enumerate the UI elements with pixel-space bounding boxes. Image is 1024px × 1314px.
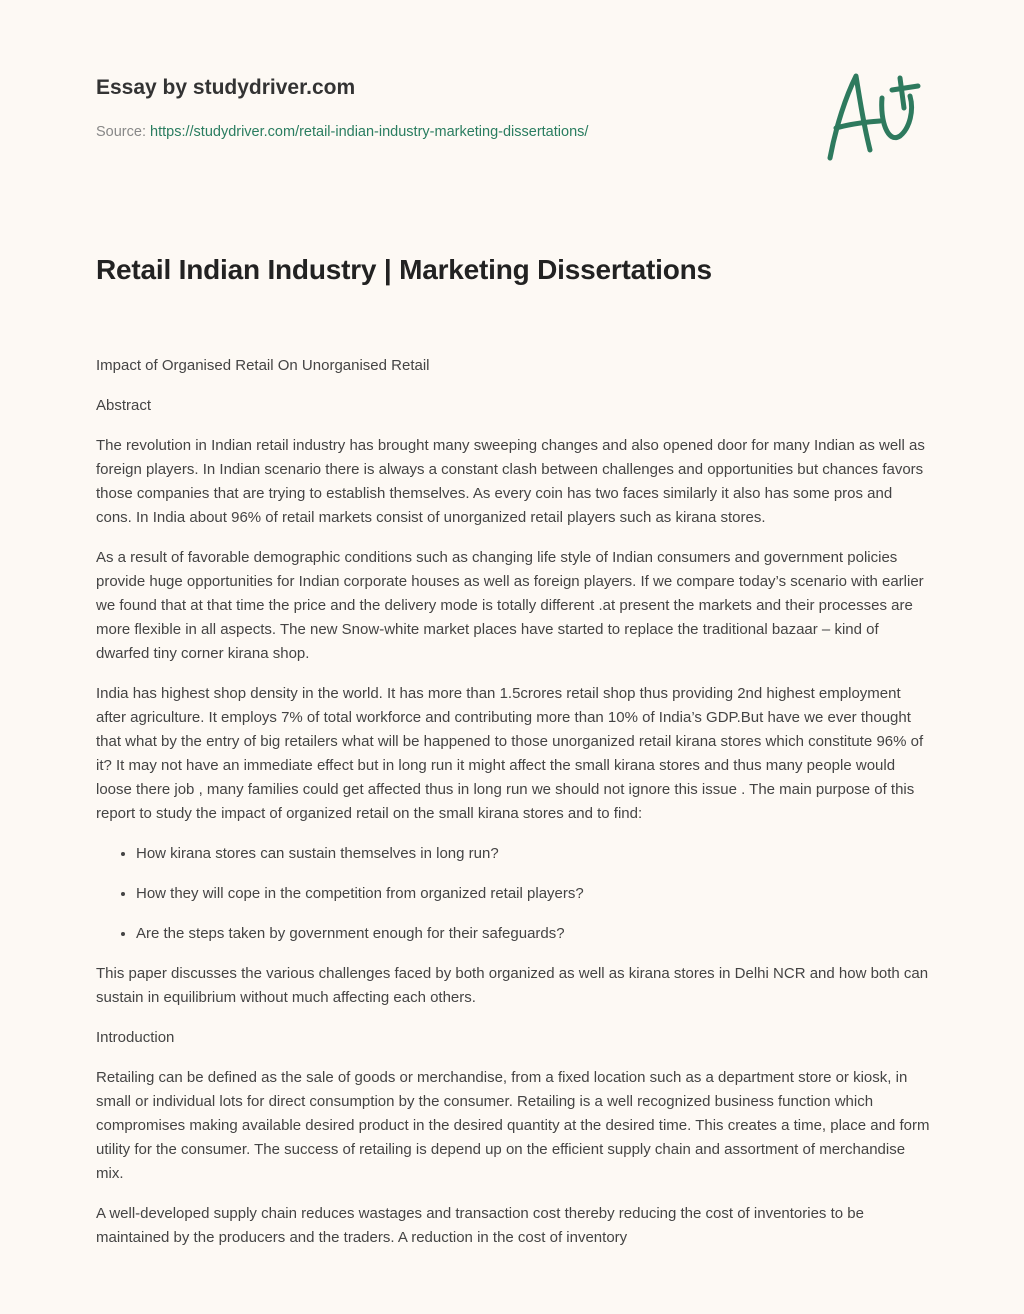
paragraph: India has highest shop density in the world. It has more than 1.5crores retail shop thus providing 2nd highest employment after agriculture. It employs 7% of total workforce and contributing more than 10% of India’s GDP.But have we ever thought that what by the entry of big retailers what will be happened to those unorganized retail kirana stores which constitute 96% of it? It may not have an immediate effect but in long run it might affect the small kirana stores and thus many people would loose there job , many families could get affected thus in long run we should not ignore this issue . The main purpose of this report to study the impact of organized retail on the small kirana stores and to find: bbox=[96, 685, 924, 822]
abstract-heading: Abstract bbox=[96, 397, 152, 414]
introduction-heading: Introduction bbox=[96, 1029, 175, 1046]
list-item: • How kirana stores can sustain themselves in long run? bbox=[136, 842, 932, 866]
paragraph: As a result of favorable demographic conditions such as changing life style of Indian consumers and government policies provide huge opportunities for Indian corporate houses as well as foreign players. If we compare today’s scenario with earlier we found that at that time the price and the delivery mode is totally different .at present the markets and their processes are more flexible in all aspects. The new Snow-white market places have started to replace the traditional bazaar – kind of dwarfed tiny corner kirana shop. bbox=[96, 549, 924, 662]
source-link[interactable]: https://studydriver.com/retail-indian-industry-marketing-dissertations/ bbox=[150, 124, 589, 140]
page-title: Retail Indian Industry | Marketing Dissertations bbox=[96, 254, 712, 285]
essay-body bbox=[96, 354, 932, 1266]
essay-subtitle: Impact of Organised Retail On Unorganised Retail bbox=[96, 357, 430, 374]
source-line bbox=[96, 124, 588, 140]
paragraph: The revolution in Indian retail industry has brought many sweeping changes and also opened door for many Indian as well as foreign players. In Indian scenario there is always a constant clash between challenges and opportunities but chances favors those companies that are trying to establish themselves. As every coin has two faces similarly it also has some pros and cons. In India about 96% of retail markets consist of unorganized retail players such as kirana stores. bbox=[96, 437, 925, 526]
question-list bbox=[96, 842, 932, 946]
list-item: • Are the steps taken by government enough for their safeguards? bbox=[136, 922, 932, 946]
paragraph: Retailing can be defined as the sale of goods or merchandise, from a fixed location such as a department store or kiosk, in small or individual lots for direct consumption by the consumer. Retailing is a well recognized business function which compromises making available desired product in the desired quantity at the desired time. This creates a time, place and form utility for the consumer. The success of retailing is depend up on the efficient supply chain and assortment of merchandise mix. bbox=[96, 1069, 930, 1182]
paragraph: This paper discusses the various challenges faced by both organized as well as kirana stores in Delhi NCR and how both can sustain in equilibrium without much affecting each others. bbox=[96, 965, 929, 1006]
paragraph: A well-developed supply chain reduces wastages and transaction cost thereby reducing the cost of inventories to be maintained by the producers and the traders. A reduction in the cost of inventory bbox=[96, 1205, 864, 1246]
list-item: • How they will cope in the competition from organized retail players? bbox=[136, 882, 932, 906]
a-plus-logo-icon bbox=[818, 66, 928, 166]
source-label: Source: bbox=[96, 124, 146, 140]
site-title: Essay by studydriver.com bbox=[96, 76, 356, 99]
